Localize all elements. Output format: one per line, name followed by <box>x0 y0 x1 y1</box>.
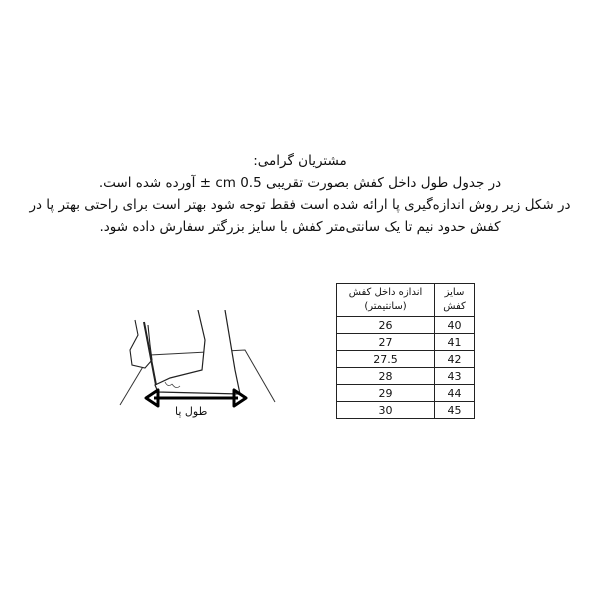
foot-measure-illustration <box>110 310 290 440</box>
notice-line-1: در جدول طول داخل کفش بصورت تقریبی 0.5 cm ± آورده شده است. <box>98 175 502 191</box>
table-row <box>337 402 475 419</box>
table-row <box>337 317 475 334</box>
table-row <box>337 368 475 385</box>
cell-size: 40 <box>435 317 475 334</box>
cell-length: 28 <box>337 368 435 385</box>
table-row <box>337 385 475 402</box>
notice-line-3: کفش حدود نیم تا یک سانتی‌متر کفش با سایز بزرگتر سفارش داده شود. <box>99 219 501 235</box>
cell-size: 43 <box>435 368 475 385</box>
table-row <box>337 334 475 351</box>
foot-length-label: طول پا <box>175 405 208 418</box>
cell-size: 41 <box>435 334 475 351</box>
cell-length: 27.5 <box>337 351 435 368</box>
table-header-row <box>337 284 475 317</box>
header-length: اندازه داخل کفش (سانتیمتر) <box>337 284 435 317</box>
cell-size: 42 <box>435 351 475 368</box>
size-table <box>336 283 475 419</box>
table-row <box>337 351 475 368</box>
cell-size: 45 <box>435 402 475 419</box>
cell-size: 44 <box>435 385 475 402</box>
cell-length: 27 <box>337 334 435 351</box>
notice-line-2: در شکل زیر روش اندازه‌گیری پا ارائه شده است فقط توجه شود بهتر است برای راحتی بهتر پا در <box>29 197 571 213</box>
cell-length: 26 <box>337 317 435 334</box>
cell-length: 29 <box>337 385 435 402</box>
notice-greeting: مشتریان گرامی: <box>253 153 347 169</box>
notice-text <box>20 150 580 238</box>
header-size: سایز کفش <box>435 284 475 317</box>
cell-length: 30 <box>337 402 435 419</box>
